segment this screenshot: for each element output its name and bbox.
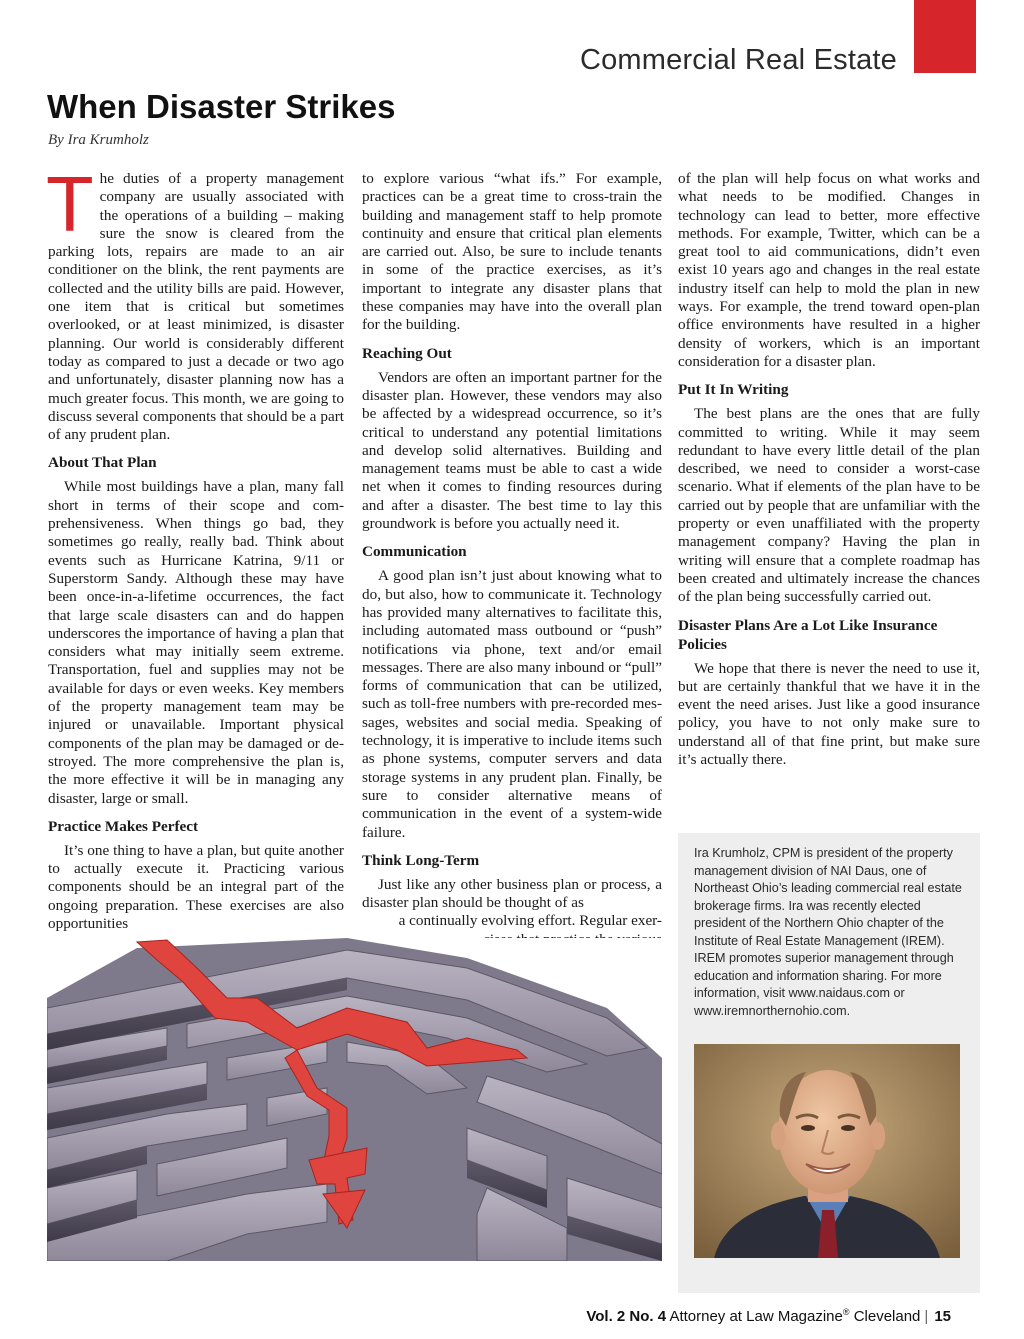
article-column-1 <box>46 160 344 933</box>
paragraph-long-term-2: a continually evolving effort. Regular exer- <box>398 912 662 930</box>
footer-volume: Vol. 2 No. 4 <box>586 1308 667 1325</box>
page-footer <box>586 1307 951 1325</box>
section-label: Commercial Real Estate <box>579 44 897 76</box>
footer-registered-mark: ® <box>842 1307 850 1317</box>
heading-about-that-plan: About That Plan <box>48 454 157 472</box>
heading-communication: Communication <box>362 543 467 561</box>
byline: By Ira Krumholz <box>48 132 149 148</box>
article-title: When Disaster Strikes <box>47 88 396 125</box>
paragraph-reaching: Vendors are often an important partner for the disaster plan. However, these vendors may also be affected by a widespread occurrence, so it’s critical to understand any potential limitations and develop solid alternatives. Building and management teams must be able to cast a wide net when it comes to finding resources during and after a disaster. The best time to lay this groundwork is before you actually need it. <box>362 368 662 533</box>
drop-cap: T <box>46 160 94 248</box>
heading-practice-makes-perfect: Practice Makes Perfect <box>48 817 199 835</box>
paragraph-long-term-1: Just like any other business plan or process, a disaster plan should be thought of as <box>362 875 662 912</box>
heading-put-it-in-writing: Put It In Writing <box>678 381 789 399</box>
paragraph-communication: A good plan isn’t just about knowing what to do, but also, how to communicate it. Technology has provided many alternatives to facilitate this, including automated mass outbound or “push” notifications via phone, text and/or email messages. There are also many inbound or “pull” forms of communication that can be utilized, such as toll-free numbers with pre-recorded messages, websites and social media. Speaking of technology, it is imperative to include items such as phone systems, computer servers and data storage systems in any prudent plan. Finally, be sure to consider alternative means of communication in the event of a system-wide failure. <box>362 567 662 841</box>
paragraph-practice-continued: to explore various “what ifs.” For example, practices can be a great time to cross-train the building and management staff to help promote continuity and ensure that critical plan elements are carried out. Also, be sure to include tenants in some of the practice exercises, as it’s important to integrate any disaster plans that these companies may have into the overall plan for the building. <box>362 170 662 334</box>
heading-insurance: Disaster Plans Are a Lot Like Insurance Policies <box>678 616 938 653</box>
author-portrait <box>694 1044 960 1258</box>
footer-magazine: Attorney at Law Magazine <box>669 1308 843 1325</box>
maze-illustration <box>47 938 662 1261</box>
article-column-3 <box>678 170 980 769</box>
paragraph-practice: It’s one thing to have a plan, but quite another to actually execute it. Practicing various components should be an integral part of the ongoing preparation. These exercises are also opportunities <box>48 841 344 932</box>
heading-reaching-out: Reaching Out <box>362 344 452 362</box>
paragraph-long-term-continued: of the plan will help focus on what works and what needs to be modified. Changes in technology can lead to better, more effective methods. For example, Twitter, which can be a great tool to aid communications, didn’t even exist 10 years ago and changes in the real estate industry itself can help to mold the plan in new ways. For example, the trend toward open-plan office environments have resulted in a higher density of workers, which is an important consideration for a disaster plan. <box>678 170 980 370</box>
footer-separator: | <box>924 1308 929 1325</box>
footer-city: Cleveland <box>853 1308 921 1325</box>
article-column-2 <box>362 170 662 967</box>
paragraph-writing: The best plans are the ones that are fully committed to writing. While it may seem redundant to have every little detail of the plan described, we need to consider a worst-case scenario. What if elements of the plan have to be carried out by people that are unfamiliar with the property or even unaffiliated with the property management company? Having the plan in writing will ensure that a complete roadmap has been created and ultimately increase the chances of the plan being successfully carried out. <box>678 405 980 606</box>
page-number: 15 <box>934 1308 951 1325</box>
author-bio-text: Ira Krumholz, CPM is president of the property management division of NAI Daus, one of Northeast Ohio’s leading commercial real estate brokerage firms. Ira was recently elected president of the Northern Ohio chapter of the Institute of Real Estate Management (IREM). IREM promotes superior management through education and information sharing. For more information, visit www.naidaus.com or www.iremnorthernohio.com. <box>694 846 962 1018</box>
paragraph-insurance: We hope that there is never the need to use it, but are certainly thankful that we have it in the event the need arises. Just like a good insurance policy, you have to not only make sure to understand all of that fine print, but make sure it’s actually there. <box>678 659 980 769</box>
section-color-tab <box>914 0 976 73</box>
intro-paragraph <box>46 160 344 444</box>
heading-think-long-term: Think Long-Term <box>362 851 480 869</box>
paragraph-about: While most buildings have a plan, many fall short in terms of their scope and comprehensiveness. When things go bad, they sometimes go really, really bad. Think about events such as Hurricane Katrina, 9/11 or Superstorm Sandy. Although these may have been once-in-a-lifetime occurrences, the fact that large scale disasters can and do happen underscores the importance of having a plan that considers what may initially seem extreme. Transportation, fuel and supplies may not be available for days or even weeks. Key members of the property management team may be injured or unavailable. Important physical components of the plan may be damaged or destroyed. The more comprehensive the plan is, the more effective it will be in managing any disaster, large or small. <box>48 478 344 807</box>
intro-text: he duties of a property management company are usually associated with the operations of a building – making sure the snow is cleared from the parking lots, repairs are made to an air conditioner on the blink, the rent payments are collected and the utility bills are paid. However, one item that is critical but sometimes overlooked, or at least minimized, is disaster planning. Our world is considerably different today as compared to just a decade or two ago and unfortunately, disaster planning now has a much greater focus. This month, we are going to discuss several components that should be a part of any prudent plan. <box>48 170 344 444</box>
